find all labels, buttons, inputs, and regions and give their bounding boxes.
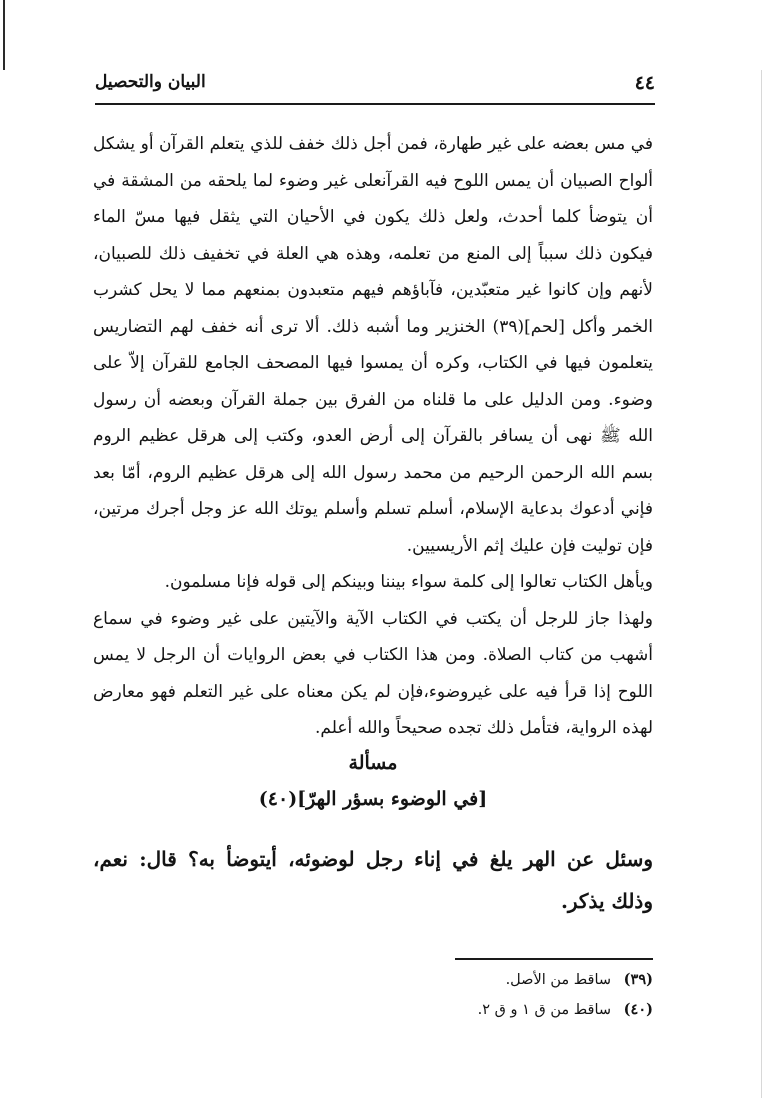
footnote-text: ساقط من الأصل. bbox=[505, 972, 612, 988]
running-title: البيان والتحصيل bbox=[95, 72, 206, 92]
body-paragraph: في مس بعضه على غير طهارة، فمن أجل ذلك خفف للذي يتعلم القرآن أو يشكل ألواح الصبيان أن يمس اللوح فيه القرآنعلى غير وضوء لما يلحقه من المشقة في أن يتوضأ كلما أحدث، ولعل ذلك يكون في الأحيان التي يثقل فيها مسّ الماء فيكون ذلك سبباً إلى المنع من تعلمه، وهذه هي العلة في تخفيف ذلك للصبيان، لأنهم وإن كانوا غير متعبّدين، فآباؤهم فيهم متعبدون بمنعهم مما لا يحل كشرب الخمر وأكل [لحم](٣٩) الخنزير وما أشبه ذلك. ألا ترى أنه خفف لهم التضاريس يتعلمون فيها في الكتاب، وكره أن يمسوا فيها المصحف الجامع للقرآن إلاّ على وضوء. ومن الدليل على ما قلناه من الفرق بين جملة القرآن وبعضه أن رسول الله ﷺ نهى أن يسافر بالقرآن إلى أرض العدو، وكتب إلى هرقل عظيم الروم بسم الله الرحمن الرحيم من محمد رسول الله إلى هرقل عظيم الروم، أمّا بعد فإني أدعوك بدعاية الإسلام، أسلم تسلم وأسلم يوتك الله عز وجل أجرك مرتين، فإن توليت فإن عليك إثم الأريسيين. bbox=[93, 134, 653, 556]
question-text bbox=[93, 838, 653, 922]
section-subtitle: [في الوضوء بسؤر الهرّ](٤٠) bbox=[258, 788, 488, 810]
scan-edge-line-right bbox=[761, 70, 762, 1098]
body-paragraph: ويأهل الكتاب تعالوا إلى كلمة سواء بيننا وبينكم إلى قوله فإنا مسلمون. bbox=[164, 572, 653, 592]
scan-edge-line bbox=[3, 0, 5, 70]
footnote-number: (٣٩) bbox=[623, 971, 653, 988]
footnote-number: (٤٠) bbox=[623, 1001, 653, 1018]
body-paragraph: ولهذا جاز للرجل أن يكتب في الكتاب الآية والآيتين على غير وضوء في سماع أشهب من كتاب الصلاة. ومن هذا الكتاب في بعض الروايات أن الرجل لا يمس اللوح إذا قرأ فيه على غيروضوء،فإن لم يكن معناه على غير التعلم فهو معارض لهذه الرواية، فتأمل ذلك تجده صحيحاً والله أعلم. bbox=[93, 608, 653, 738]
footnote-rule bbox=[455, 958, 653, 960]
footnote-39 bbox=[93, 965, 653, 995]
header-rule bbox=[95, 103, 655, 105]
page-header bbox=[95, 68, 655, 108]
question-paragraph: وسئل عن الهر يلغ في إناء رجل لوضوئه، أيتوضأ به؟ قال: نعم، وذلك يذكر. bbox=[93, 847, 653, 913]
body-text bbox=[93, 126, 653, 747]
footnotes bbox=[93, 965, 653, 1025]
section-title: مسألة bbox=[348, 752, 398, 774]
page-number: ٤٤ bbox=[634, 72, 655, 94]
footnote-40 bbox=[93, 995, 653, 1025]
footnote-text: ساقط من ق ١ و ق ٢. bbox=[477, 1002, 612, 1018]
